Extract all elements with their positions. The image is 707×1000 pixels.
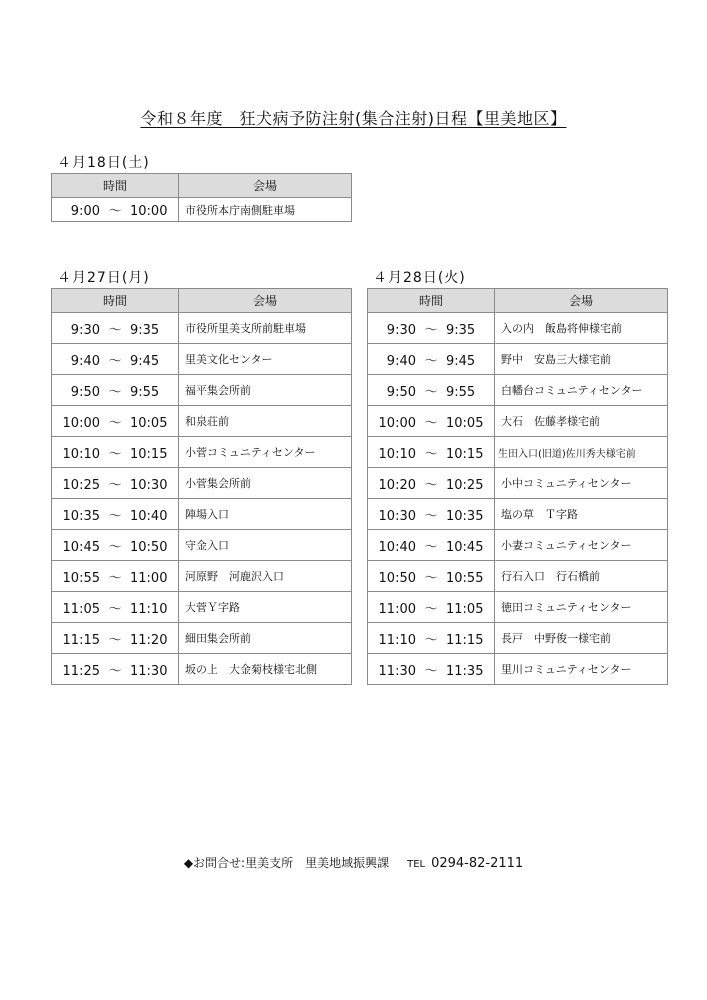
table-row <box>52 530 352 561</box>
table-row <box>52 468 352 499</box>
time-cell: 10:10 ～ 10:15 <box>52 437 179 468</box>
venue-cell: 小中コミュニティセンター <box>495 468 668 499</box>
venue-cell: 坂の上 大金菊枝様宅北側 <box>179 654 352 685</box>
venue-cell: 市役所里美支所前駐車場 <box>179 313 352 344</box>
venue-cell: 行石入口 行石橋前 <box>495 561 668 592</box>
header-venue: 会場 <box>179 174 352 198</box>
page-title: 令和８年度 狂犬病予防注射(集合注射)日程【里美地区】 <box>140 109 567 128</box>
day-label-0428: ４月28日(火) <box>373 270 466 286</box>
table-row <box>368 437 668 468</box>
venue-cell: 河原野 河鹿沢入口 <box>179 561 352 592</box>
tel-label: TEL <box>407 859 426 870</box>
day-label-0418: ４月18日(土) <box>57 155 150 171</box>
time-cell: 10:25 ～ 10:30 <box>52 468 179 499</box>
time-cell: 10:10 ～ 10:15 <box>368 437 495 468</box>
time-cell: 11:00 ～ 11:05 <box>368 592 495 623</box>
time-cell: 11:10 ～ 11:15 <box>368 623 495 654</box>
table-row <box>52 499 352 530</box>
header-venue: 会場 <box>495 289 668 313</box>
schedule-table-0427 <box>51 288 352 685</box>
time-cell: 10:35 ～ 10:40 <box>52 499 179 530</box>
time-cell: 11:15 ～ 11:20 <box>52 623 179 654</box>
contact-footer <box>0 854 707 871</box>
venue-cell: 福平集会所前 <box>179 375 352 406</box>
table-row <box>52 375 352 406</box>
venue-cell: 入の内 飯島将伸様宅前 <box>495 313 668 344</box>
time-cell: 10:55 ～ 11:00 <box>52 561 179 592</box>
time-cell: 9:50 ～ 9:55 <box>368 375 495 406</box>
table-row <box>368 592 668 623</box>
venue-cell: 細田集会所前 <box>179 623 352 654</box>
time-cell: 9:30 ～ 9:35 <box>368 313 495 344</box>
table-row <box>368 654 668 685</box>
time-cell: 10:20 ～ 10:25 <box>368 468 495 499</box>
header-time: 時間 <box>368 289 495 313</box>
venue-cell: 和泉荘前 <box>179 406 352 437</box>
header-time: 時間 <box>52 174 179 198</box>
time-cell: 10:50 ～ 10:55 <box>368 561 495 592</box>
table-row <box>52 437 352 468</box>
table-row <box>368 468 668 499</box>
time-cell: 11:05 ～ 11:10 <box>52 592 179 623</box>
time-cell: 10:40 ～ 10:45 <box>368 530 495 561</box>
venue-cell: 大石 佐藤孝様宅前 <box>495 406 668 437</box>
table-row <box>368 344 668 375</box>
time-cell: 11:30 ～ 11:35 <box>368 654 495 685</box>
time-cell: 9:40 ～ 9:45 <box>368 344 495 375</box>
venue-cell: 小妻コミュニティセンター <box>495 530 668 561</box>
table-row <box>52 198 352 222</box>
tel-number: 0294-82-2111 <box>431 856 524 871</box>
venue-cell: 陣場入口 <box>179 499 352 530</box>
venue-cell: 野中 安島三大様宅前 <box>495 344 668 375</box>
table-row <box>368 561 668 592</box>
venue-cell: 市役所本庁南側駐車場 <box>179 198 352 222</box>
time-cell: 10:45 ～ 10:50 <box>52 530 179 561</box>
table-row <box>52 623 352 654</box>
table-row <box>52 406 352 437</box>
schedule-table-0418 <box>51 173 352 222</box>
table-row <box>368 530 668 561</box>
venue-cell: 小菅コミュニティセンター <box>179 437 352 468</box>
time-cell: 9:40 ～ 9:45 <box>52 344 179 375</box>
table-row <box>52 654 352 685</box>
time-cell: 9:00 ～ 10:00 <box>52 198 179 222</box>
venue-cell: 長戸 中野俊一様宅前 <box>495 623 668 654</box>
table-row <box>52 344 352 375</box>
header-venue: 会場 <box>179 289 352 313</box>
venue-cell: 塩の草 Ｔ字路 <box>495 499 668 530</box>
day-label-0427: ４月27日(月) <box>57 270 150 286</box>
venue-cell: 生田入口(旧道)佐川秀夫様宅前 <box>495 437 668 468</box>
time-cell: 10:00 ～ 10:05 <box>52 406 179 437</box>
venue-cell: 里川コミュニティセンター <box>495 654 668 685</box>
schedule-table-0428 <box>367 288 668 685</box>
table-row <box>52 561 352 592</box>
table-row <box>368 499 668 530</box>
time-cell: 9:30 ～ 9:35 <box>52 313 179 344</box>
header-time: 時間 <box>52 289 179 313</box>
table-row <box>52 313 352 344</box>
time-cell: 10:00 ～ 10:05 <box>368 406 495 437</box>
venue-cell: 守金入口 <box>179 530 352 561</box>
time-cell: 9:50 ～ 9:55 <box>52 375 179 406</box>
venue-cell: 大菅Ｙ字路 <box>179 592 352 623</box>
table-row <box>368 375 668 406</box>
venue-cell: 里美文化センター <box>179 344 352 375</box>
time-cell: 11:25 ～ 11:30 <box>52 654 179 685</box>
time-cell: 10:30 ～ 10:35 <box>368 499 495 530</box>
table-row <box>368 406 668 437</box>
table-row <box>52 592 352 623</box>
venue-cell: 徳田コミュニティセンター <box>495 592 668 623</box>
venue-cell: 小菅集会所前 <box>179 468 352 499</box>
venue-cell: 白幡台コミュニティセンター <box>495 375 668 406</box>
table-row <box>368 623 668 654</box>
contact-text: ◆お問合せ:里美支所 里美地域振興課 <box>183 856 390 870</box>
table-row <box>368 313 668 344</box>
